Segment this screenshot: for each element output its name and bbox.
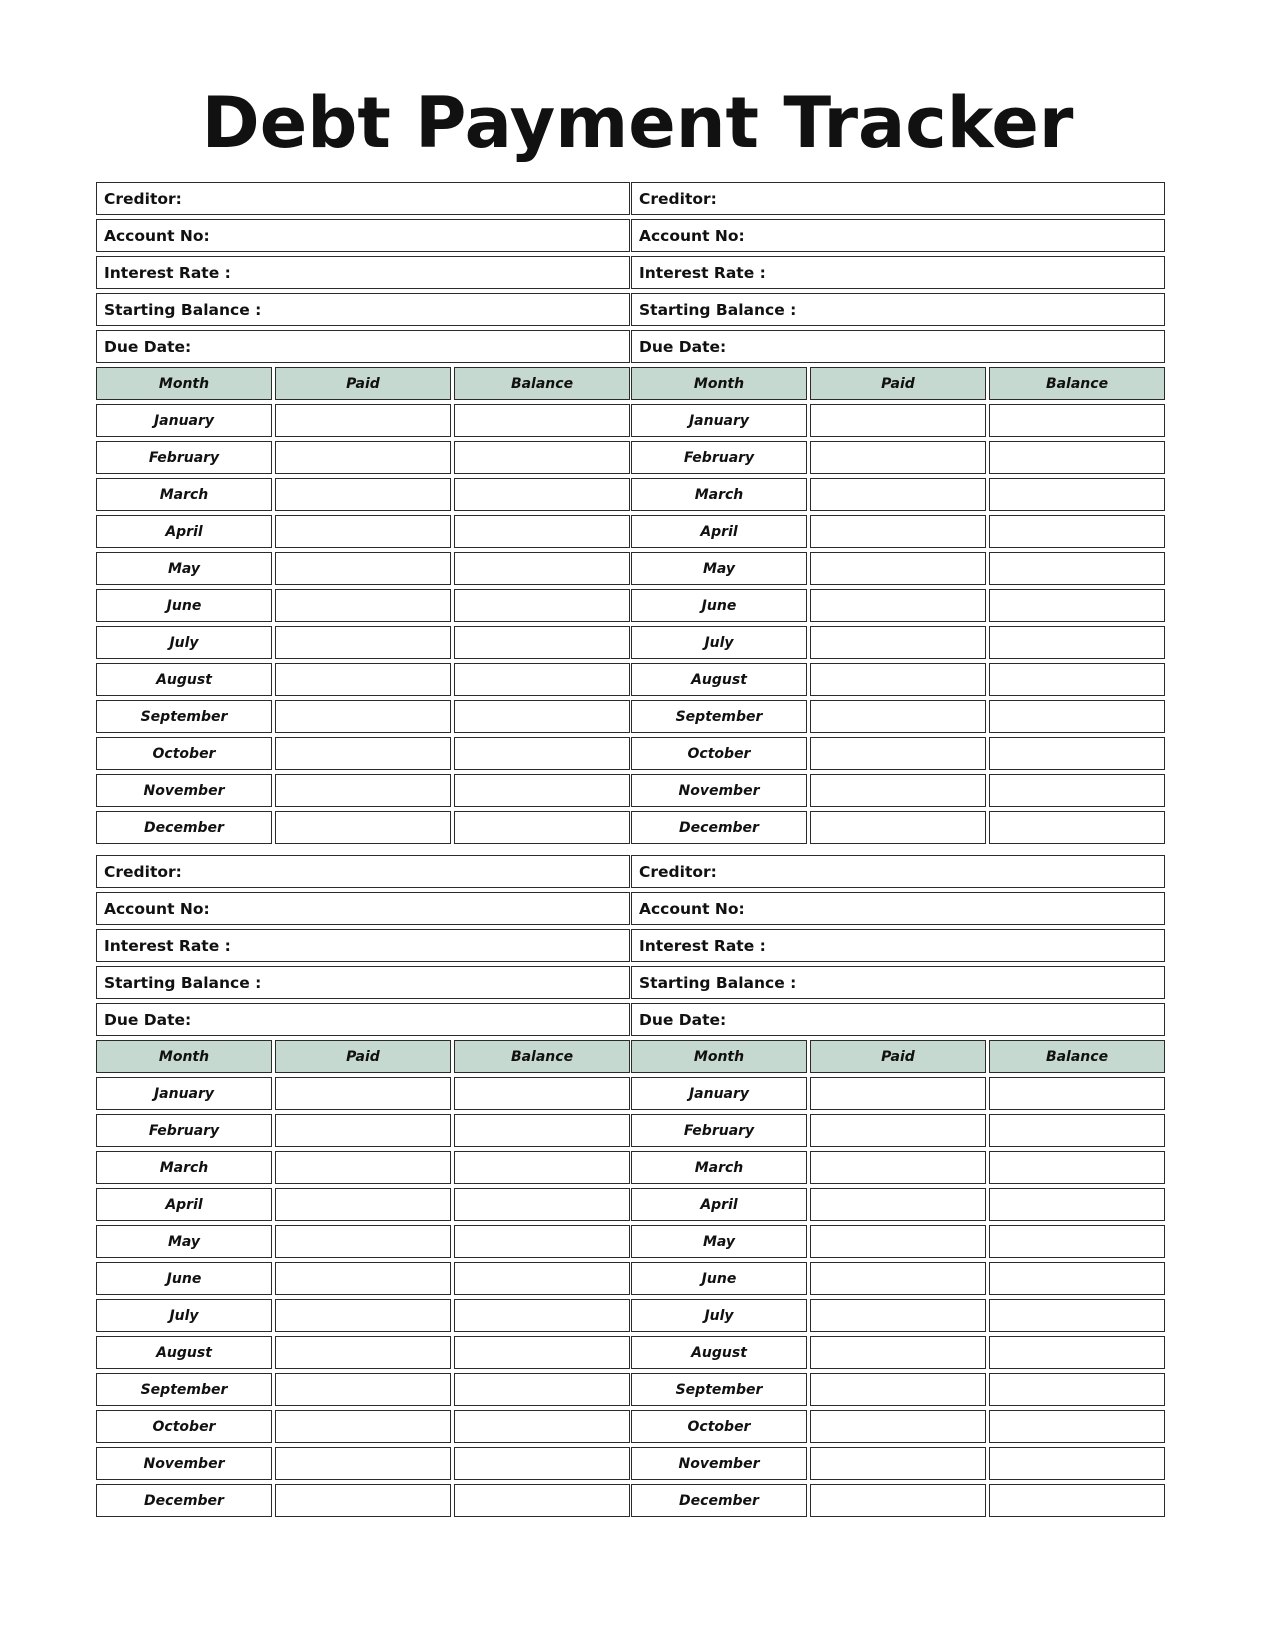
balance-cell[interactable]	[989, 1484, 1165, 1517]
account-label: Account No:	[104, 899, 210, 918]
balance-cell[interactable]	[989, 1447, 1165, 1480]
balance-cell[interactable]	[989, 552, 1165, 585]
balance-cell[interactable]	[454, 478, 630, 511]
creditor-field[interactable]	[631, 855, 1165, 888]
interest-label: Interest Rate :	[104, 936, 231, 955]
balance-cell[interactable]	[989, 589, 1165, 622]
interest-label: Interest Rate :	[104, 263, 231, 282]
paid-cell[interactable]	[275, 589, 451, 622]
month-cell: August	[96, 1336, 272, 1369]
paid-cell[interactable]	[810, 737, 986, 770]
column-header-month: Month	[96, 367, 272, 400]
debt-info-fields	[631, 855, 1165, 1036]
column-header-paid: Paid	[275, 367, 451, 400]
month-cell: June	[96, 589, 272, 622]
paid-cell[interactable]	[810, 1447, 986, 1480]
month-cell: January	[631, 404, 807, 437]
interest-field[interactable]	[96, 929, 630, 962]
debt-info-fields	[96, 182, 630, 363]
balance-cell[interactable]	[989, 1336, 1165, 1369]
debt-tracker-3	[96, 855, 630, 1517]
paid-cell[interactable]	[275, 1336, 451, 1369]
month-cell: October	[96, 1410, 272, 1443]
balance-cell[interactable]	[989, 1151, 1165, 1184]
paid-cell[interactable]	[810, 589, 986, 622]
paid-cell[interactable]	[810, 1077, 986, 1110]
paid-cell[interactable]	[275, 1225, 451, 1258]
balance-cell[interactable]	[454, 737, 630, 770]
month-cell: September	[631, 1373, 807, 1406]
month-cell: November	[631, 1447, 807, 1480]
paid-cell[interactable]	[275, 515, 451, 548]
paid-cell[interactable]	[275, 663, 451, 696]
balance-cell[interactable]	[454, 1484, 630, 1517]
debt-tracker-1	[96, 182, 630, 844]
paid-cell[interactable]	[275, 1188, 451, 1221]
account-label: Account No:	[639, 226, 745, 245]
paid-cell[interactable]	[275, 1299, 451, 1332]
due-label: Due Date:	[639, 1010, 727, 1029]
interest-field[interactable]	[631, 929, 1165, 962]
payment-table	[631, 1040, 1165, 1517]
account-label: Account No:	[639, 899, 745, 918]
balance-cell[interactable]	[454, 515, 630, 548]
month-cell: June	[96, 1262, 272, 1295]
page-title: Debt Payment Tracker	[201, 82, 1074, 164]
balance-cell[interactable]	[454, 441, 630, 474]
paid-cell[interactable]	[810, 700, 986, 733]
interest-field[interactable]	[96, 256, 630, 289]
paid-cell[interactable]	[810, 626, 986, 659]
month-cell: May	[631, 552, 807, 585]
payment-table	[631, 367, 1165, 844]
column-header-paid: Paid	[275, 1040, 451, 1073]
paid-cell[interactable]	[275, 1262, 451, 1295]
column-header-balance: Balance	[989, 367, 1165, 400]
month-cell: December	[631, 1484, 807, 1517]
balance-cell[interactable]	[454, 663, 630, 696]
starting-field[interactable]	[96, 293, 630, 326]
balance-cell[interactable]	[989, 1225, 1165, 1258]
month-cell: December	[96, 811, 272, 844]
balance-cell[interactable]	[989, 478, 1165, 511]
paid-cell[interactable]	[275, 1410, 451, 1443]
month-cell: July	[631, 626, 807, 659]
month-cell: February	[96, 441, 272, 474]
month-cell: April	[631, 515, 807, 548]
balance-cell[interactable]	[989, 515, 1165, 548]
month-cell: October	[631, 1410, 807, 1443]
balance-cell[interactable]	[989, 1373, 1165, 1406]
paid-cell[interactable]	[810, 515, 986, 548]
month-cell: April	[631, 1188, 807, 1221]
debt-info-fields	[631, 182, 1165, 363]
paid-cell[interactable]	[275, 1484, 451, 1517]
debt-info-fields	[96, 855, 630, 1036]
account-field[interactable]	[96, 892, 630, 925]
month-cell: February	[631, 441, 807, 474]
month-cell: March	[96, 1151, 272, 1184]
paid-cell[interactable]	[275, 1151, 451, 1184]
debt-tracker-4	[631, 855, 1165, 1517]
month-cell: May	[96, 552, 272, 585]
column-header-month: Month	[96, 1040, 272, 1073]
balance-cell[interactable]	[989, 774, 1165, 807]
column-header-paid: Paid	[810, 367, 986, 400]
debt-tracker-2	[631, 182, 1165, 844]
paid-cell[interactable]	[810, 1262, 986, 1295]
month-cell: January	[96, 404, 272, 437]
interest-label: Interest Rate :	[639, 936, 766, 955]
month-cell: October	[631, 737, 807, 770]
balance-cell[interactable]	[989, 1114, 1165, 1147]
balance-cell[interactable]	[989, 1262, 1165, 1295]
paid-cell[interactable]	[275, 1114, 451, 1147]
paid-cell[interactable]	[275, 737, 451, 770]
account-label: Account No:	[104, 226, 210, 245]
column-header-paid: Paid	[810, 1040, 986, 1073]
balance-cell[interactable]	[454, 1225, 630, 1258]
paid-cell[interactable]	[810, 1114, 986, 1147]
month-cell: January	[631, 1077, 807, 1110]
interest-field[interactable]	[631, 256, 1165, 289]
starting-field[interactable]	[96, 966, 630, 999]
paid-cell[interactable]	[275, 1077, 451, 1110]
account-field[interactable]	[631, 219, 1165, 252]
due-field[interactable]	[631, 1003, 1165, 1036]
creditor-field[interactable]	[631, 182, 1165, 215]
month-cell: July	[631, 1299, 807, 1332]
paid-cell[interactable]	[810, 774, 986, 807]
paid-cell[interactable]	[810, 663, 986, 696]
paid-cell[interactable]	[810, 1151, 986, 1184]
paid-cell[interactable]	[275, 774, 451, 807]
starting-label: Starting Balance :	[639, 300, 797, 319]
month-cell: March	[96, 478, 272, 511]
interest-label: Interest Rate :	[639, 263, 766, 282]
paid-cell[interactable]	[810, 1336, 986, 1369]
account-field[interactable]	[631, 892, 1165, 925]
creditor-label: Creditor:	[639, 862, 717, 881]
balance-cell[interactable]	[989, 1188, 1165, 1221]
month-cell: September	[96, 1373, 272, 1406]
balance-cell[interactable]	[454, 1336, 630, 1369]
balance-cell[interactable]	[454, 700, 630, 733]
creditor-field[interactable]	[96, 182, 630, 215]
paid-cell[interactable]	[810, 1484, 986, 1517]
balance-cell[interactable]	[454, 1299, 630, 1332]
payment-table	[96, 1040, 630, 1517]
paid-cell[interactable]	[275, 811, 451, 844]
due-field[interactable]	[96, 330, 630, 363]
paid-cell[interactable]	[810, 478, 986, 511]
paid-cell[interactable]	[275, 441, 451, 474]
balance-cell[interactable]	[454, 404, 630, 437]
paid-cell[interactable]	[810, 1225, 986, 1258]
month-cell: September	[631, 700, 807, 733]
paid-cell[interactable]	[810, 1299, 986, 1332]
paid-cell[interactable]	[275, 1447, 451, 1480]
starting-label: Starting Balance :	[639, 973, 797, 992]
column-header-month: Month	[631, 367, 807, 400]
month-cell: July	[96, 1299, 272, 1332]
starting-label: Starting Balance :	[104, 973, 262, 992]
month-cell: November	[96, 774, 272, 807]
paid-cell[interactable]	[810, 1373, 986, 1406]
month-cell: October	[96, 737, 272, 770]
balance-cell[interactable]	[454, 1373, 630, 1406]
month-cell: July	[96, 626, 272, 659]
month-cell: August	[631, 1336, 807, 1369]
balance-cell[interactable]	[989, 737, 1165, 770]
starting-label: Starting Balance :	[104, 300, 262, 319]
column-header-balance: Balance	[454, 1040, 630, 1073]
balance-cell[interactable]	[989, 1410, 1165, 1443]
month-cell: June	[631, 1262, 807, 1295]
balance-cell[interactable]	[454, 811, 630, 844]
paid-cell[interactable]	[275, 552, 451, 585]
due-label: Due Date:	[639, 337, 727, 356]
paid-cell[interactable]	[810, 552, 986, 585]
due-field[interactable]	[96, 1003, 630, 1036]
column-header-balance: Balance	[989, 1040, 1165, 1073]
column-header-balance: Balance	[454, 367, 630, 400]
month-cell: February	[96, 1114, 272, 1147]
balance-cell[interactable]	[454, 1114, 630, 1147]
paid-cell[interactable]	[275, 700, 451, 733]
month-cell: June	[631, 589, 807, 622]
month-cell: January	[96, 1077, 272, 1110]
balance-cell[interactable]	[454, 589, 630, 622]
paid-cell[interactable]	[810, 1188, 986, 1221]
account-field[interactable]	[96, 219, 630, 252]
column-header-month: Month	[631, 1040, 807, 1073]
creditor-label: Creditor:	[104, 862, 182, 881]
paid-cell[interactable]	[275, 404, 451, 437]
month-cell: April	[96, 515, 272, 548]
balance-cell[interactable]	[454, 626, 630, 659]
balance-cell[interactable]	[989, 700, 1165, 733]
payment-table	[96, 367, 630, 844]
paid-cell[interactable]	[810, 441, 986, 474]
due-label: Due Date:	[104, 337, 192, 356]
month-cell: May	[96, 1225, 272, 1258]
paid-cell[interactable]	[275, 478, 451, 511]
creditor-label: Creditor:	[104, 189, 182, 208]
month-cell: November	[96, 1447, 272, 1480]
paid-cell[interactable]	[810, 811, 986, 844]
creditor-field[interactable]	[96, 855, 630, 888]
paid-cell[interactable]	[810, 404, 986, 437]
balance-cell[interactable]	[454, 1410, 630, 1443]
month-cell: March	[631, 1151, 807, 1184]
balance-cell[interactable]	[989, 1299, 1165, 1332]
month-cell: December	[96, 1484, 272, 1517]
starting-field[interactable]	[631, 293, 1165, 326]
month-cell: August	[631, 663, 807, 696]
month-cell: August	[96, 663, 272, 696]
starting-field[interactable]	[631, 966, 1165, 999]
balance-cell[interactable]	[989, 811, 1165, 844]
balance-cell[interactable]	[989, 663, 1165, 696]
creditor-label: Creditor:	[639, 189, 717, 208]
balance-cell[interactable]	[989, 626, 1165, 659]
balance-cell[interactable]	[454, 552, 630, 585]
paid-cell[interactable]	[275, 1373, 451, 1406]
month-cell: December	[631, 811, 807, 844]
balance-cell[interactable]	[454, 1188, 630, 1221]
paid-cell[interactable]	[275, 626, 451, 659]
balance-cell[interactable]	[454, 774, 630, 807]
month-cell: September	[96, 700, 272, 733]
balance-cell[interactable]	[989, 404, 1165, 437]
balance-cell[interactable]	[454, 1077, 630, 1110]
due-label: Due Date:	[104, 1010, 192, 1029]
balance-cell[interactable]	[989, 1077, 1165, 1110]
month-cell: February	[631, 1114, 807, 1147]
month-cell: November	[631, 774, 807, 807]
month-cell: April	[96, 1188, 272, 1221]
balance-cell[interactable]	[989, 441, 1165, 474]
balance-cell[interactable]	[454, 1262, 630, 1295]
paid-cell[interactable]	[810, 1410, 986, 1443]
month-cell: March	[631, 478, 807, 511]
balance-cell[interactable]	[454, 1447, 630, 1480]
month-cell: May	[631, 1225, 807, 1258]
due-field[interactable]	[631, 330, 1165, 363]
balance-cell[interactable]	[454, 1151, 630, 1184]
